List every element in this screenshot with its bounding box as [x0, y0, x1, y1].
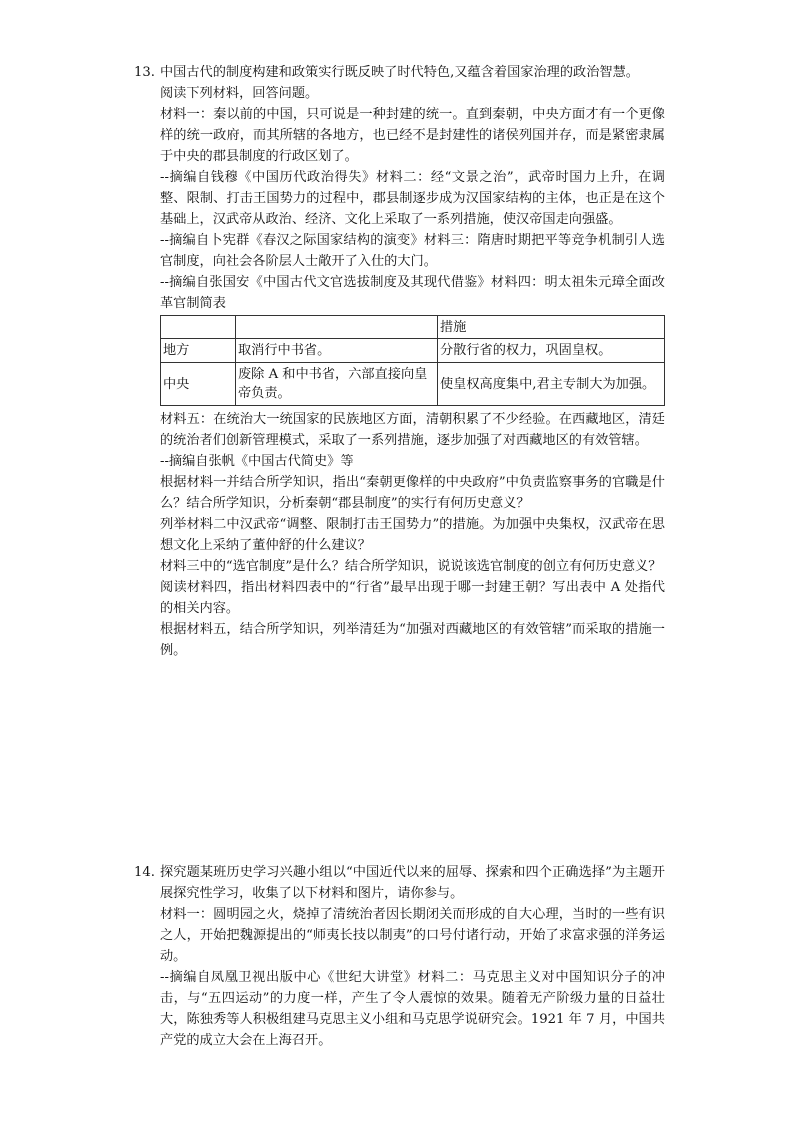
- table-header-cell: [161, 316, 236, 339]
- material-1: 材料一：秦以前的中国，只可说是一种封建的统一。直到秦朝，中央方面才有一个更像样的统一政府，而其所辖的各地方，也已经不是封建性的诸侯列国并存，而是紧密隶属于中央的郡县制度的行政区划了。: [160, 107, 665, 164]
- material-5-source: --摘编自张帆《中国古代简史》等: [160, 454, 354, 469]
- material-3: --摘编自卜宪群《春汉之际国家结构的演变》材料三：隋唐时期把平等竞争机制引人选官制度，向社会各阶层人士敞开了入仕的大门。: [160, 233, 665, 269]
- question-number: 14.: [134, 865, 155, 880]
- table-cell: 使皇权高度集中,君主专制大为加强。: [438, 363, 665, 406]
- material-1: 材料一：圆明园之火，烧掉了清统治者因长期闭关而形成的自大心理，当时的一些有识之人，开始把魏源提出的“师夷长技以制夷”的口号付诸行动，开始了求富求强的洋务运动。: [160, 907, 665, 964]
- question-number: 13.: [134, 65, 155, 80]
- table-cell: 中央: [161, 363, 236, 406]
- sub-question-4: 阅读材料四，指出材料四表中的“行省”最早出现于哪一封建王朝？写出表中 A 处指代的相关内容。: [160, 580, 665, 616]
- sub-question-1: 根据材料一并结合所学知识，指出“秦朝更像样的中央政府”中负责监察事务的官職是什么？结合所学知识，分析秦朝“郡县制度”的实行有何历史意义？: [160, 475, 665, 511]
- sub-question-3: 材料三中的“选官制度”是什么？结合所学知识，说说该选官制度的创立有何历史意义？: [160, 559, 662, 574]
- question-stem: 探究题某班历史学习兴趣小组以“中国近代以来的屈辱、探索和四个正确选择”为主题开展探究性学习，收集了以下材料和图片，请你参与。: [160, 865, 665, 901]
- table-row: [161, 339, 665, 363]
- sub-question-5: 根据材料五，结合所学知识，列举清廷为“加强对西藏地区的有效管辖”而采取的措施一例。: [160, 622, 665, 658]
- table-header-cell: 措施: [438, 316, 665, 339]
- material-5: 材料五：在统治大一统国家的民族地区方面，清朝积累了不少经验。在西藏地区，清廷的统治者们创新管理模式，采取了一系列措施，逐步加强了对西藏地区的有效管辖。: [160, 412, 665, 448]
- question-body: [160, 62, 665, 661]
- table-row: [161, 363, 665, 406]
- material-4: --摘编自张国安《中国古代文官选拔制度及其现代借鉴》材料四：明太祖朱元璋全面改革官制简表: [160, 275, 665, 311]
- sub-question-2: 列举材料二中汉武帝“调整、限制打击王国势力”的措施。为加强中央集权，汉武帝在思想文化上采纳了董仲舒的什么建议？: [160, 517, 665, 553]
- table-header-cell: [236, 316, 438, 339]
- table-cell: 地方: [161, 339, 236, 363]
- table-cell: 取消行中书省。: [236, 339, 438, 363]
- instruction: 阅读下列材料，回答问题。: [160, 86, 319, 101]
- table-cell: 分散行省的权力，巩固皇权。: [438, 339, 665, 363]
- reform-table: [160, 315, 665, 406]
- material-2: --摘编自钱穆《中国历代政治得失》材料二：经“文景之治”，武帝时国力上升，在调整、限制、打击王国势力的过程中，郡县制逐步成为汉国家结构的主体，也正是在这个基础上，汉武帝从政治、经济、文化上采取了一系列措施，使汉帝国走向强盛。: [160, 170, 665, 227]
- material-2: --摘编自凤凰卫视出版中心《世纪大讲堂》材料二：马克思主义对中国知识分子的冲击，与“五四运动”的力度一样，产生了令人震惊的效果。随着无产阶级力量的日益壮大，陈独秀等人积极组建马克思主义小组和马克思学说研究会。1921 年 7 月，中国共产党的成立大会在上海召开。: [160, 970, 665, 1048]
- question-body: [160, 862, 665, 1051]
- table-header-row: [161, 316, 665, 339]
- table-cell: 废除 A 和中书省，六部直接向皇帝负责。: [236, 363, 438, 406]
- question-stem: 中国古代的制度构建和政策实行既反映了时代特色,又蕴含着国家治理的政治智慧。: [160, 65, 639, 80]
